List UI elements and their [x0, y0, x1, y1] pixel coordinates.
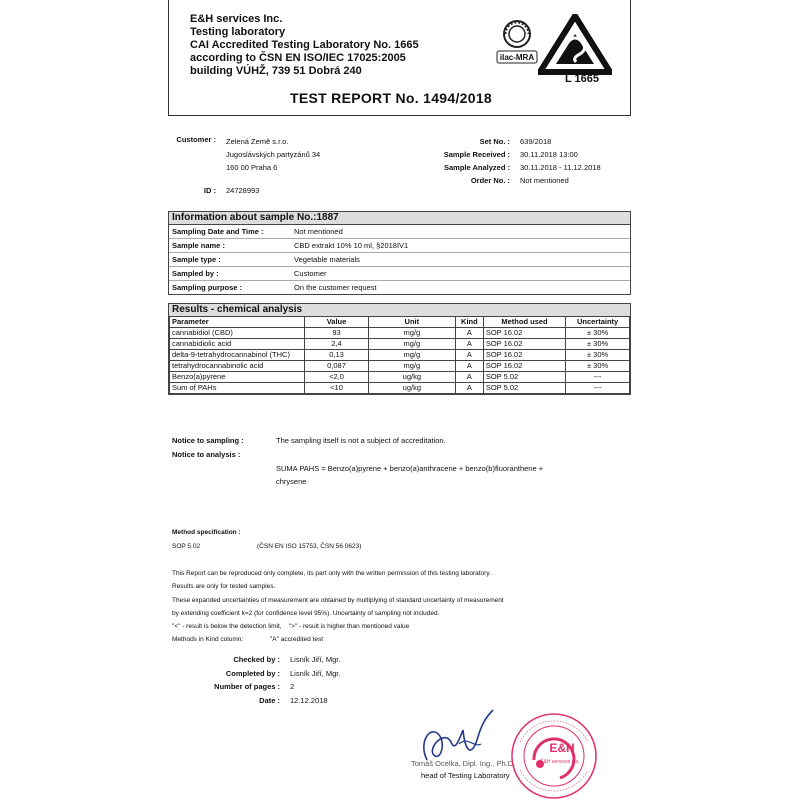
cell-unit: ug/kg: [368, 372, 455, 383]
info-value: Not mentioned: [294, 227, 343, 236]
table-row: [170, 339, 630, 350]
sample-info-section: [168, 211, 631, 295]
customer-id: 24728993: [226, 186, 260, 195]
footnotes: [172, 567, 504, 647]
meta-row: [400, 161, 601, 174]
cell-kind: A: [455, 372, 483, 383]
signatory-role: head of Testing Laboratory: [421, 771, 510, 780]
cai-logo-icon: [538, 14, 612, 84]
meta-value: 639/2018: [520, 137, 552, 146]
method-spec-code: SOP 5.02: [172, 543, 201, 550]
column-header: Uncertainty: [566, 317, 630, 328]
customer-street: Jugoslávských partyzánů 34: [226, 150, 321, 159]
cell-uncertainty: ± 30%: [566, 350, 630, 361]
cell-parameter: Benzo(a)pyrene: [170, 372, 305, 383]
table-row: [170, 372, 630, 383]
info-row: [169, 253, 630, 267]
customer-city: 160 00 Praha 6: [226, 163, 278, 172]
info-label: Sampled by :: [172, 269, 219, 278]
kind-note: [172, 633, 504, 646]
kind-note-label: Methods in Kind column:: [172, 636, 244, 644]
meta-row: [400, 135, 601, 148]
results-section: [168, 303, 631, 395]
cell-unit: mg/g: [368, 339, 455, 350]
meta-value: 30.11.2018 - 11.12.2018: [520, 163, 601, 172]
info-row: [169, 239, 630, 253]
cell-parameter: tetrahydrocannabinolic acid: [170, 361, 305, 372]
info-value: Vegetable materials: [294, 255, 360, 264]
cell-value: <10: [305, 383, 368, 394]
results-table: [169, 316, 630, 394]
signoff-value: Lisník Jiří, Mgr.: [290, 655, 341, 664]
meta-label: Set No. :: [479, 137, 510, 146]
results-header-row: [170, 317, 630, 328]
notice-sampling-label: Notice to sampling :: [172, 436, 244, 445]
method-spec-label: Method specification :: [172, 529, 241, 536]
cell-uncertainty: ---: [566, 383, 630, 394]
method-spec-norm: (ČSN EN ISO 15753, ČSN 56 0623): [257, 543, 362, 550]
address: building VÚHŽ, 739 51 Dobrá 240: [190, 65, 362, 77]
report-title: TEST REPORT No. 1494/2018: [290, 90, 493, 106]
cell-parameter: delta-9-tetrahydrocannabinol (THC): [170, 350, 305, 361]
info-row: [169, 281, 630, 294]
cell-value: 93: [305, 328, 368, 339]
info-row: [169, 225, 630, 239]
meta-label: Order No. :: [470, 176, 510, 185]
cell-value: 0,13: [305, 350, 368, 361]
lab-name: E&H services Inc.: [190, 13, 283, 25]
kind-note-value: "A" accredited test: [270, 636, 324, 644]
signatory-name: Tomáš Ocelka, Dipl. Ing., Ph.D.: [411, 759, 516, 768]
signoff-row: [180, 694, 340, 708]
report-meta: [400, 135, 601, 187]
stamp-brand: E&H: [549, 741, 575, 755]
analysis-line: SUMA PAHS = Benzo(a)pyrene + benzo(a)anthracene + benzo(b)fluoranthene +: [276, 464, 544, 473]
customer-id-label: ID :: [203, 186, 216, 195]
cell-parameter: cannabidiol (CBD): [170, 328, 305, 339]
notice-sampling-text: The sampling itself is not a subject of accreditation.: [276, 436, 446, 445]
info-label: Sampling purpose :: [172, 283, 243, 292]
signoff-value: 2: [290, 682, 295, 691]
signoff-label: Number of pages :: [214, 682, 280, 691]
table-row: [170, 361, 630, 372]
cell-uncertainty: ± 30%: [566, 328, 630, 339]
cell-method: SOP 5.02: [483, 372, 565, 383]
meta-row: [400, 148, 601, 161]
signoff-row: [180, 667, 340, 681]
table-row: [170, 383, 630, 394]
table-row: [170, 328, 630, 339]
cell-unit: ug/kg: [368, 383, 455, 394]
ilac-logo-icon: [496, 18, 538, 74]
cell-uncertainty: ± 30%: [566, 361, 630, 372]
cell-uncertainty: ± 30%: [566, 339, 630, 350]
cell-unit: mg/g: [368, 328, 455, 339]
cell-method: SOP 16.02: [483, 350, 565, 361]
cell-value: <2,0: [305, 372, 368, 383]
cell-method: SOP 5.02: [483, 383, 565, 394]
customer-label: Customer :: [176, 135, 216, 144]
info-label: Sampling Date and Time :: [172, 227, 264, 236]
column-header: Value: [305, 317, 368, 328]
footnote: These expanded uncertainties of measurement are obtained by multiplying of standard uncertainty of measurement: [172, 596, 504, 604]
lab-info: [190, 13, 419, 78]
cell-parameter: Sum of PAHs: [170, 383, 305, 394]
cell-unit: mg/g: [368, 350, 455, 361]
svg-text:ilac-MRA: ilac-MRA: [499, 53, 535, 62]
lab-type: Testing laboratory: [190, 26, 286, 38]
analysis-line: chrysene: [276, 477, 307, 486]
stamp-icon: [510, 712, 598, 800]
info-value: CBD extrakt 10% 10 ml, §2018IV1: [294, 241, 409, 250]
meta-label: Sample Analyzed :: [444, 163, 510, 172]
table-row: [170, 350, 630, 361]
cell-method: SOP 16.02: [483, 339, 565, 350]
footnote: "<" - result is below the detection limit, ">" - result is higher than mentioned value: [172, 623, 410, 631]
stamp-text: E&H services a.s.: [540, 759, 580, 765]
svg-text:L 1665: L 1665: [564, 73, 600, 84]
sample-info-heading: Information about sample No.:1887: [169, 212, 630, 225]
cell-value: 0,087: [305, 361, 368, 372]
accreditation: CAI Accredited Testing Laboratory No. 1665: [190, 39, 419, 51]
standard: according to ČSN EN ISO/IEC 17025:2005: [190, 52, 406, 64]
column-header: Parameter: [170, 317, 305, 328]
info-label: Sample name :: [172, 241, 225, 250]
signoff-row: [180, 653, 340, 667]
cell-kind: A: [455, 361, 483, 372]
signoff-label: Date :: [259, 695, 280, 705]
signoff-block: [180, 653, 340, 707]
cell-kind: A: [455, 383, 483, 394]
cell-kind: A: [455, 328, 483, 339]
signoff-row: [180, 680, 340, 694]
cell-unit: mg/g: [368, 361, 455, 372]
customer-name: Zelená Země s.r.o.: [226, 137, 289, 146]
notice-analysis-text: [276, 462, 543, 488]
signoff-label: Checked by :: [233, 655, 280, 664]
cell-kind: A: [455, 339, 483, 350]
cell-parameter: cannabidiolic acid: [170, 339, 305, 350]
cell-kind: A: [455, 350, 483, 361]
info-value: Customer: [294, 269, 327, 278]
info-row: [169, 267, 630, 281]
signoff-value: 12.12.2018: [290, 695, 328, 705]
results-heading: Results - chemical analysis: [169, 304, 630, 316]
footnote: Results are only for tested samples.: [172, 583, 276, 591]
info-value: On the customer request: [294, 283, 377, 292]
customer-address: [226, 135, 320, 174]
info-label: Sample type :: [172, 255, 221, 264]
meta-value: 30.11.2018 13:00: [520, 150, 578, 159]
cell-uncertainty: ---: [566, 372, 630, 383]
column-header: Unit: [368, 317, 455, 328]
signoff-value: Lisník Jiří, Mgr.: [290, 668, 341, 678]
cell-method: SOP 16.02: [483, 328, 565, 339]
meta-value: Not mentioned: [520, 176, 569, 185]
footnote: This Report can be reproduced only complete, its part only with the written permission of this testing laboratory.: [172, 570, 491, 577]
meta-label: Sample Received :: [443, 150, 510, 159]
cell-method: SOP 16.02: [483, 361, 565, 372]
column-header: Kind: [455, 317, 483, 328]
signoff-label: Completed by :: [225, 668, 280, 678]
cell-value: 2,4: [305, 339, 368, 350]
notice-analysis-label: Notice to analysis :: [172, 450, 241, 459]
column-header: Method used: [483, 317, 565, 328]
meta-row: [400, 174, 601, 187]
footnote: by extending coefficient k=2 (for confidence level 95%). Uncertainty of sampling not included.: [172, 609, 440, 617]
